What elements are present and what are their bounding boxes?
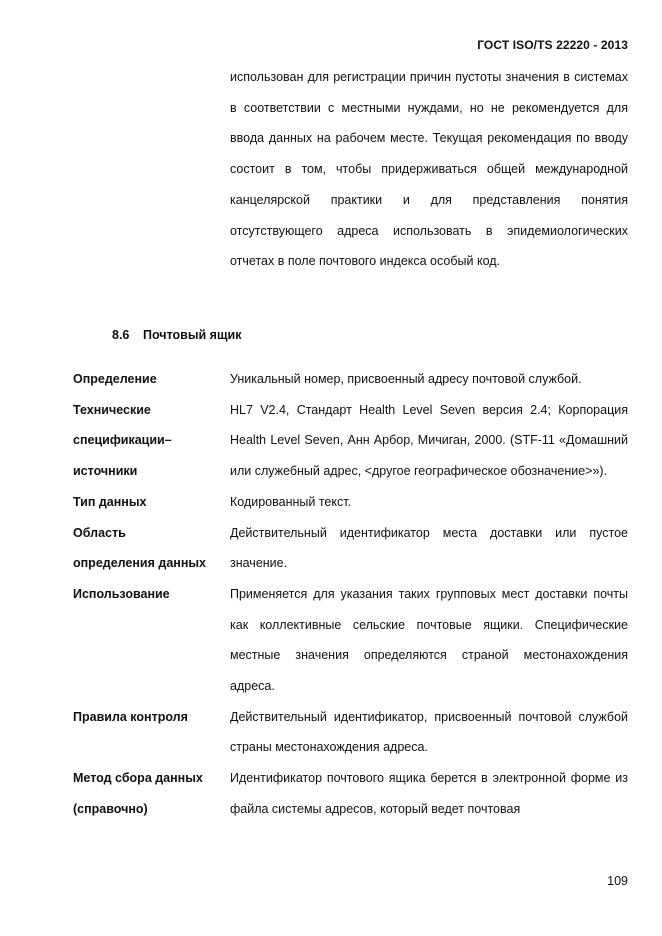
definition-row <box>73 518 628 579</box>
definition-term: Использование <box>73 586 170 601</box>
definition-text: Идентификатор почтового ящика берется в электронной форме из файла системы адресов, который ведет почтовая <box>230 771 628 816</box>
definition-term: Тип данных <box>73 494 147 509</box>
definition-term: Метод сбора данных (справочно) <box>73 771 203 816</box>
section-heading <box>112 328 241 342</box>
definition-row <box>73 702 628 763</box>
definition-text: Уникальный номер, присвоенный адресу почтовой службой. <box>230 372 582 386</box>
definition-term: Определение <box>73 372 157 386</box>
definition-row <box>73 395 628 487</box>
definition-row <box>73 364 628 395</box>
definition-text: Применяется для указания таких групповых мест доставки почты как коллективные сельские почтовые ящики. Специфические местные значения определяются страной местонахождения адреса. <box>230 586 628 694</box>
definition-row <box>73 579 628 702</box>
definition-text: Кодированный текст. <box>230 494 352 509</box>
definition-term: Область определения данных <box>73 525 207 571</box>
intro-paragraph: использован для регистрации причин пустоты значения в системах в соответствии с местными нуждами, но не рекомендуется для ввода данных на рабочем месте. Текущая рекомендация по вводу состоит в том, чтобы придерживаться общей международной канцелярской практики и для представления понятия отсутствующего адреса использовать в эпидемиологических отчетах в поле почтового индекса особый код. <box>230 70 628 269</box>
definition-text: HL7 V2.4, Стандарт Health Level Seven версия 2.4; Корпорация Health Level Seven, Анн Арбор, Мичиган, 2000. (STF-11 «Домашний или служебный адрес, <другое географическое обозначение>»). <box>230 402 628 479</box>
document-header: ГОСТ ISO/TS 22220 - 2013 <box>477 38 628 52</box>
definition-row <box>73 763 628 824</box>
section-title: Почтовый ящик <box>143 328 242 342</box>
section-number: 8.6 <box>112 328 130 342</box>
definition-text: Действительный идентификатор места доставки или пустое значение. <box>230 525 628 571</box>
definitions-table <box>73 364 628 825</box>
page-number: 109 <box>607 874 628 888</box>
definition-text: Действительный идентификатор, присвоенный почтовой службой страны местонахождения адреса. <box>230 709 628 755</box>
definition-row <box>73 487 628 518</box>
definition-term: Технические спецификации– источники <box>73 402 172 479</box>
definition-term: Правила контроля <box>73 709 188 724</box>
